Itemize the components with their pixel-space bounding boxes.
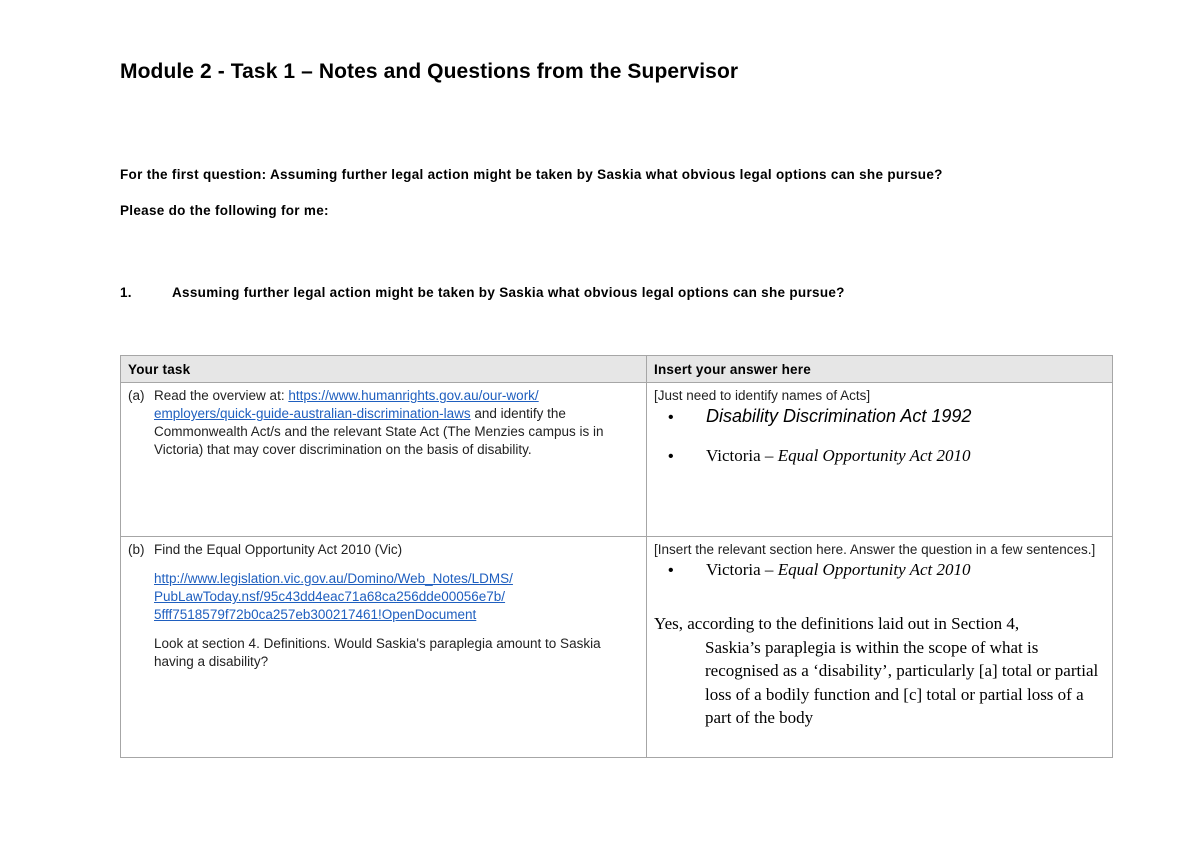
legislation-link[interactable]: http://www.legislation.vic.gov.au/Domino/Web_Notes/LDMS/ PubLawToday.nsf/95c43dd4eac71a68ca256dde00056e7b/ 5fff7518579f72b0ca257eb300217461!OpenDocument: [154, 571, 513, 622]
task-cell-b: [121, 537, 647, 758]
task-b-question: Look at section 4. Definitions. Would Saskia's paraplegia amount to Saskia having a disability?: [154, 636, 601, 669]
bullet-icon: •: [668, 562, 674, 579]
task-b: [128, 541, 639, 671]
answer-b-note: [Insert the relevant section here. Answer the question in a few sentences.]: [654, 542, 1096, 557]
answer-a-act-2: Victoria – Equal Opportunity Act 2010: [706, 446, 971, 465]
answer-b-list: [654, 561, 1105, 580]
header-your-task: Your task: [121, 356, 647, 383]
answer-cell-a[interactable]: [647, 383, 1113, 537]
answer-b-explanation: [654, 612, 1105, 730]
table-row: [121, 537, 1113, 758]
intro-question: For the first question: Assuming further legal action might be taken by Saskia what obvious legal options can she pursue?: [120, 167, 943, 182]
list-item: [668, 447, 1105, 466]
answer-cell-b[interactable]: [647, 537, 1113, 758]
bullet-icon: •: [668, 409, 674, 426]
answer-a-list: [654, 405, 1105, 466]
task-cell-a: [121, 383, 647, 537]
task-b-body: [154, 541, 639, 671]
answer-b-lead: Yes, according to the definitions laid out in Section 4,: [654, 614, 1020, 633]
table-row: [121, 383, 1113, 537]
answer-b-act: Victoria – Equal Opportunity Act 2010: [706, 560, 971, 579]
question-text: Assuming further legal action might be taken by Saskia what obvious legal options can she pursue?: [172, 285, 845, 300]
page-title: Module 2 - Task 1 – Notes and Questions from the Supervisor: [120, 60, 739, 83]
answer-a-act-1: Disability Discrimination Act 1992: [706, 406, 972, 426]
list-item: [668, 561, 1105, 580]
task-a-text: and identify the Commonwealth Act/s and the relevant State Act (The Menzies campus is in Victoria) that may cover discrimination on the basis of disability.: [154, 406, 604, 457]
intro-request: Please do the following for me:: [120, 203, 329, 218]
table-header-row: [121, 356, 1113, 383]
task-table: [120, 355, 1113, 758]
header-answer: Insert your answer here: [647, 356, 1113, 383]
task-a-intro: Read the overview at:: [154, 388, 289, 403]
answer-a-note: [Just need to identify names of Acts]: [654, 388, 871, 403]
bullet-icon: •: [668, 448, 674, 465]
task-a: [128, 387, 639, 459]
question-1: [120, 285, 845, 300]
question-number: 1.: [120, 285, 132, 300]
task-a-label: (a): [128, 388, 145, 403]
task-b-text: Find the Equal Opportunity Act 2010 (Vic): [154, 542, 403, 557]
humanrights-link[interactable]: https://www.humanrights.gov.au/our-work/ employers/quick-guide-australian-discrimination-laws: [154, 388, 539, 421]
list-item: [668, 405, 1105, 427]
answer-b-rest: Saskia’s paraplegia is within the scope of what is recognised as a ‘disability’, particularly [a] total or partial loss of a bodily function and [c] total or partial loss of a part of the body: [705, 637, 1099, 727]
task-a-body: [154, 387, 639, 459]
task-b-label: (b): [128, 542, 145, 557]
